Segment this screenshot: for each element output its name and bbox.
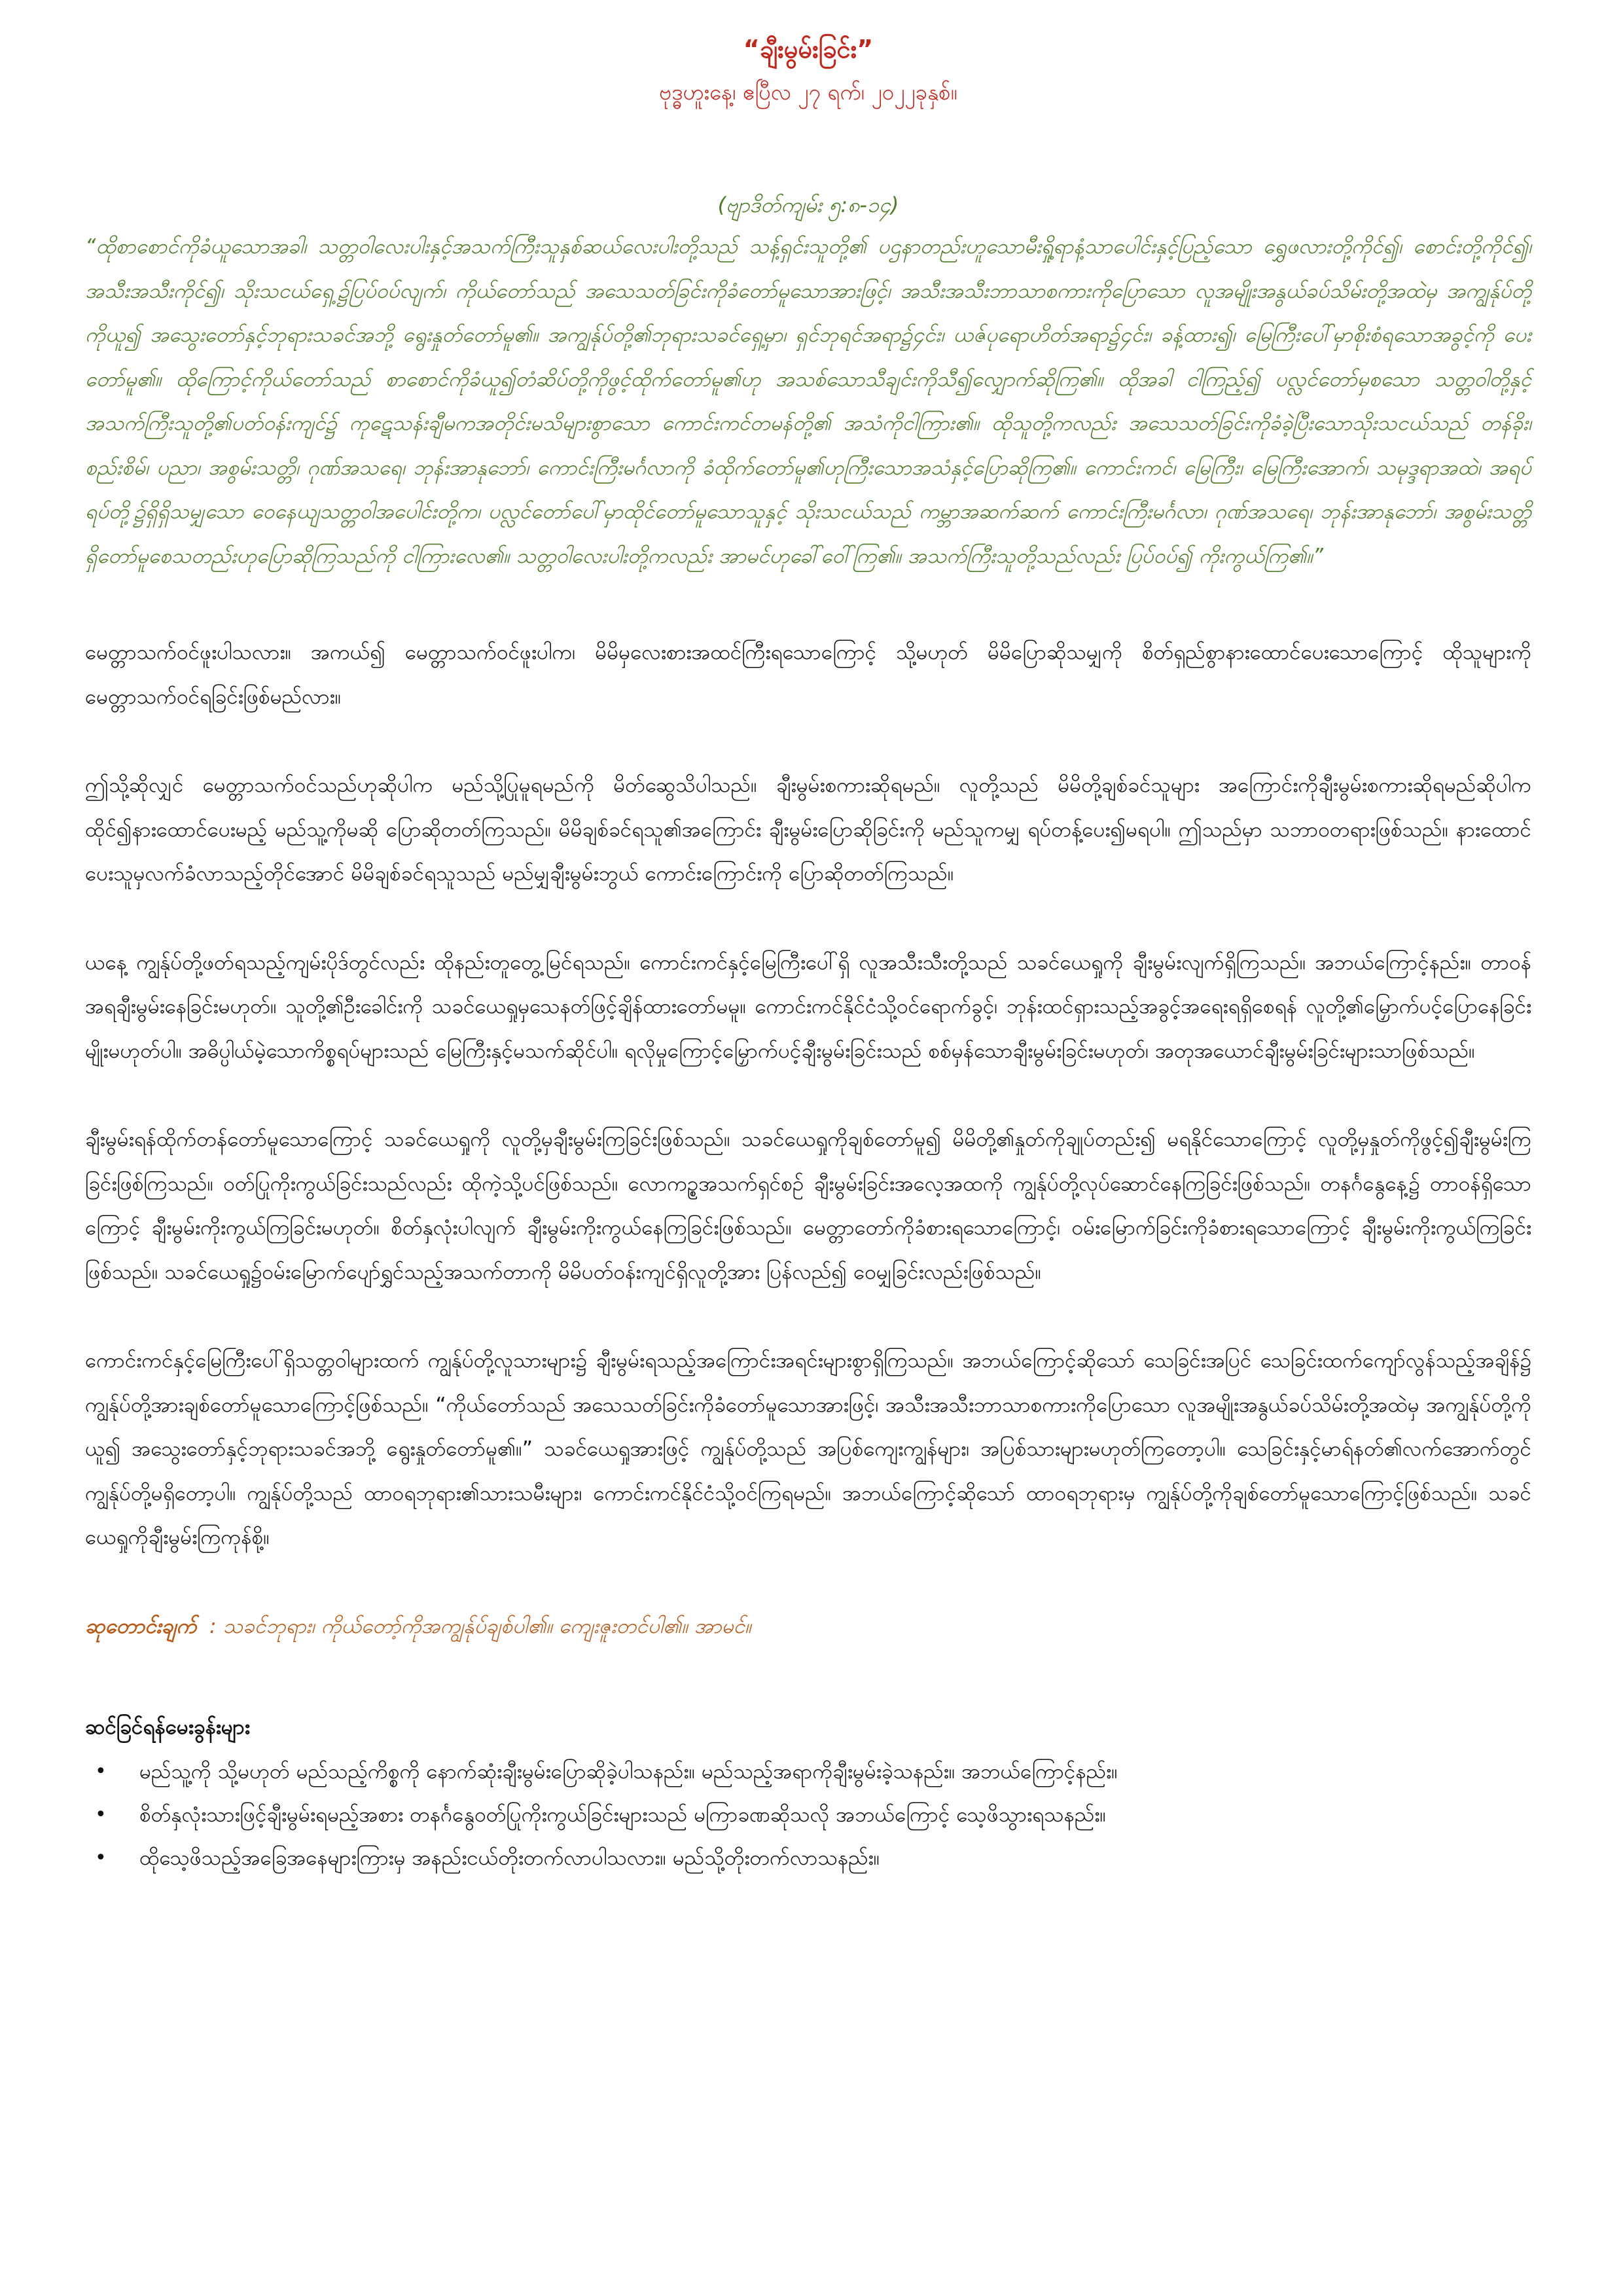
scripture-quote: “ထိုစာစောင်ကိုခံယူသောအခါ၊ သတ္တဝါလေးပါးနှင့်အသက်ကြီးသူနှစ်ဆယ်လေးပါးတို့သည် သန့်ရှင်းသူတို့၏ ပဌနာတည်းဟူသောမီးရှို့ရာနံ့သာပေါင်းနှင့်ပြည့်သော ရွှေဖလားတို့ကိုင်၍၊ စောင်းတို့ကိုင်၍၊ အသီးအသီးကိုင်၍၊ သိုးသငယ်ရှေ့၌ပြပ်ဝပ်လျက်၊ ကိုယ်တော်သည် အသေသတ်ခြင်းကိုခံတော်မူသောအားဖြင့်၊ အသီးအသီးဘာသာစကားကိုပြောသော လူအမျိုးအနွယ်ခပ်သိမ်းတို့အထဲမှ အကျွန်ုပ်တို့ကိုယူ၍ အသွေးတော်နှင့်ဘုရားသခင်အဘို့ ရွေးနှုတ်တော်မူ၏။ အကျွန်ုပ်တို့၏ဘုရားသခင်ရှေ့မှာ၊ ရှင်ဘုရင်အရာ၌၄င်း၊ ယဇ်ပုရောဟိတ်အရာ၌၄င်း၊ ခန့်ထား၍၊ မြေကြီးပေါ်မှာစိုးစံရသောအခွင့်ကို ပေးတော်မူ၏။ ထိုကြောင့်ကိုယ်တော်သည် စာစောင်ကိုခံယူ၍တံဆိပ်တို့ကိုဖွင့်ထိုက်တော်မူ၏ဟု အသစ်သောသီချင်းကိုသီ၍လျှောက်ဆိုကြ၏။ ထိုအခါ ငါကြည့်၍ ပလ္လင်တော်မှစသော သတ္တဝါတို့နှင့် အသက်ကြီးသူတို့၏ပတ်ဝန်းကျင်၌ ကုဋေသန်းချီမကအတိုင်းမသိများစွာသော ကောင်းကင်တမန်တို့၏ အသံကိုငါကြား၏။ ထိုသူတို့ကလည်း အသေသတ်ခြင်းကိုခံခဲ့ပြီးသောသိုးသငယ်သည် တန်ခိုး၊ စည်းစိမ်၊ ပညာ၊ အစွမ်းသတ္တိ၊ ဂုဏ်အသရေ၊ ဘုန်းအာနုဘော်၊ ကောင်းကြီးမင်္ဂလာကို ခံထိုက်တော်မူ၏ဟုကြီးသောအသံနှင့်ပြောဆိုကြ၏။ ကောင်းကင်၊ မြေကြီး၊ မြေကြီးအောက်၊ သမုဒ္ဒရာအထဲ၊ အရပ်ရပ်တို့၌ရှိရှိသမျှသော ဝေနေယျသတ္တဝါအပေါင်းတို့က၊ ပလ္လင်တော်ပေါ်မှာထိုင်တော်မူသောသူနှင့် သိုးသငယ်သည် ကမ္ဘာအဆက်ဆက် ကောင်းကြီးမင်္ဂလာ၊ ဂုဏ်အသရေ၊ ဘုန်းအာနုဘော်၊ အစွမ်းသတ္တိရှိတော်မူစေသတည်းဟုပြောဆိုကြသည်ကို ငါကြားလေ၏။ သတ္တဝါလေးပါးတို့ကလည်း အာမင်ဟုခေါ်ဝေါ်ကြ၏။ အသက်ကြီးသူတို့သည်လည်း ပြပ်ဝပ်၍ ကိုးကွယ်ကြ၏။” xyxy=(85,235,1531,568)
questions-heading: ဆင်ခြင်ရန်မေးခွန်းများ xyxy=(85,1715,250,1739)
body-paragraph-2: ဤသို့ဆိုလျှင် မေတ္တာသက်ဝင်သည်ဟုဆိုပါက မည်သို့ပြုမူရမည်ကို မိတ်ဆွေသိပါသည်။ ချီးမွမ်းစကားဆိုရမည်။ လူတို့သည် မိမိတို့ချစ်ခင်သူများ အကြောင်းကိုချီးမွမ်းစကားဆိုရမည်ဆိုပါက ထိုင်၍နားထောင်ပေးမည့် မည်သူ့ကိုမဆို ပြောဆိုတတ်ကြသည်။ မိမိချစ်ခင်ရသူ၏အကြောင်း ချီးမွမ်းပြောဆိုခြင်းကို မည်သူကမျှ ရပ်တန့်ပေး၍မရပါ။ ဤသည်မှာ သဘာဝတရားဖြစ်သည်။ နားထောင်ပေးသူမှလက်ခံလာသည့်တိုင်အောင် မိမိချစ်ခင်ရသူသည် မည်မျှချီးမွမ်းဘွယ် ကောင်းကြောင်းကို ပြောဆိုတတ်ကြသည်။ xyxy=(85,774,1531,886)
prayer-label: ဆုတောင်းချက် xyxy=(85,1614,197,1638)
body-paragraph-3: ယနေ့ ကျွန်ုပ်တို့ဖတ်ရသည့်ကျမ်းပိုဒ်တွင်လည်း ထိုနည်းတူတွေ့မြင်ရသည်။ ကောင်းကင်နှင့်မြေကြီးပေါ်ရှိ လူအသီးသီးတို့သည် သခင်ယေရှုကို ချီးမွမ်းလျက်ရှိကြသည်။ အဘယ်ကြောင့်နည်း။ တာဝန်အရချီးမွမ်းနေခြင်းမဟုတ်။ သူတို့၏ဦးခေါင်းကို သခင်ယေရှုမှသေနတ်ဖြင့်ချိန်ထားတော်မမူ။ ကောင်းကင်နိုင်ငံသို့ဝင်ရောက်ခွင့်၊ ဘုန်းထင်ရှားသည့်အခွင့်အရေးရရှိစေရန် လူတို့၏မြှောက်ပင့်ပြောနေခြင်းမျိုးမဟုတ်ပါ။ အဓိပ္ပါယ်မဲ့သောကိစ္စရပ်များသည် မြေကြီးနှင့်မသက်ဆိုင်ပါ။ ရလိုမှုကြောင့်မြှောက်ပင့်ချီးမွမ်းခြင်းသည် စစ်မှန်သောချီးမွမ်းခြင်းမဟုတ်၊ အတုအယောင်ချီးမွမ်းခြင်းများသာဖြစ်သည်။ xyxy=(85,950,1531,1063)
question-text: မည်သူ့ကို သို့မဟုတ် မည်သည့်ကိစ္စကို နောက်ဆုံးချီးမွမ်းပြောဆိုခဲ့ပါသနည်း။ မည်သည့်အရာကိုချီးမွမ်းခဲ့သနည်း။ အဘယ်ကြောင့်နည်း။ xyxy=(139,1759,1118,1784)
question-item xyxy=(95,1750,1531,1793)
questions-list xyxy=(85,1750,1531,1880)
prayer-section xyxy=(85,1605,1531,1648)
page-title: “ချီးမွမ်းခြင်း” xyxy=(743,35,874,63)
bullet-icon: • xyxy=(95,1759,107,1783)
body-paragraph-1: မေတ္တာသက်ဝင်ဖူးပါသလား။ အကယ်၍ မေတ္တာသက်ဝင်ဖူးပါက၊ မိမိမှလေးစားအထင်ကြီးရသောကြောင့် သို့မဟုတ် မိမိပြောဆိုသမျှကို စိတ်ရှည်စွာနားထောင်ပေးသောကြောင့် ထိုသူများကို မေတ္တာသက်ဝင်ရခြင်းဖြစ်မည်လား။ xyxy=(85,641,1531,709)
question-text: ထိုသေ့ဖိသည့်အခြေအနေများကြားမှ အနည်းငယ်တိုးတက်လာပါသလား။ မည်သို့တိုးတက်လာသနည်း။ xyxy=(139,1846,880,1870)
page-date: ဗုဒ္ဓဟူးနေ့၊ ဧပြီလ ၂၇ ရက်၊ ၂၀၂၂ခုနှစ်။ xyxy=(659,79,957,105)
prayer-text: : သခင်ဘုရား၊ ကိုယ်တော့်ကိုအကျွန်ုပ်ချစ်ပါ၏။ ကျေးဇူးတင်ပါ၏။ အာမင်။ xyxy=(209,1614,751,1638)
bullet-icon: • xyxy=(95,1846,107,1869)
question-text: စိတ်နှလုံးသားဖြင့်ချီးမွမ်းရမည့်အစား တနင်္ဂနွေဝတ်ပြုကိုးကွယ်ခြင်းများသည် မကြာခဏဆိုသလို အဘယ်ကြောင့် သေ့ဖိသွားရသနည်း။ xyxy=(139,1803,1106,1827)
reflection-questions xyxy=(85,1707,1531,1880)
body-paragraph-5: ကောင်းကင်နှင့်မြေကြီးပေါ်ရှိသတ္တဝါများထက် ကျွန်ုပ်တို့လူသားများ၌ ချီးမွမ်းရသည့်အကြောင်းအရင်းများစွာရှိကြသည်။ အဘယ်ကြောင့်ဆိုသော် သေခြင်းအပြင် သေခြင်းထက်ကျော်လွန်သည့်အချိန်၌ ကျွန်ုပ်တို့အားချစ်တော်မူသောကြောင့်ဖြစ်သည်။ “ကိုယ်တော်သည် အသေသတ်ခြင်းကိုခံတော်မူသောအားဖြင့်၊ အသီးအသီးဘာသာစကားကိုပြောသော လူအမျိုးအနွယ်ခပ်သိမ်းတို့အထဲမှ အကျွန်ုပ်တို့ကိုယူ၍ အသွေးတော်နှင့်ဘုရားသခင်အဘို့ ရွေးနှုတ်တော်မူ၏။” သခင်ယေရှုအားဖြင့် ကျွန်ုပ်တို့သည် အပြစ်ကျေးကျွန်များ၊ အပြစ်သားများမဟုတ်ကြတော့ပါ။ သေခြင်းနှင့်မာရ်နတ်၏လက်အောက်တွင် ကျွန်ုပ်တို့မရှိတော့ပါ။ ကျွန်ုပ်တို့သည် ထာဝရဘုရား၏သားသမီးများ၊ ကောင်းကင်နိုင်ငံသို့ဝင်ကြရမည်။ အဘယ်ကြောင့်ဆိုသော် ထာဝရဘုရားမှ ကျွန်ုပ်တို့ကိုချစ်တော်မူသောကြောင့်ဖြစ်သည်။ သခင်ယေရှုကိုချီးမွမ်းကြကုန်စို့။ xyxy=(85,1349,1531,1549)
body-paragraph-4: ချီးမွမ်းရန်ထိုက်တန်တော်မူသောကြောင့် သခင်ယေရှုကို လူတို့မှချီးမွမ်းကြခြင်းဖြစ်သည်။ သခင်ယေရှုကိုချစ်တော်မူ၍ မိမိတို့၏နှုတ်ကိုချုပ်တည်း၍ မရနိုင်သောကြောင့် လူတို့မှနှုတ်ကိုဖွင့်၍ချီးမွမ်းကြခြင်းဖြစ်ကြသည်။ ဝတ်ပြုကိုးကွယ်ခြင်းသည်လည်း ထိုကဲ့သို့ပင်ဖြစ်သည်။ လောကဥ္စအသက်ရှင်စဉ် ချီးမွမ်းခြင်းအလေ့အထကို ကျွန်ုပ်တို့လုပ်ဆောင်နေကြခြင်းဖြစ်သည်။ တနင်္ဂနွေနေ့၌ တာဝန်ရှိသောကြောင့် ချီးမွမ်းကိုးကွယ်ကြခြင်းမဟုတ်။ စိတ်နှလုံးပါလျက် ချီးမွမ်းကိုးကွယ်နေကြခြင်းဖြစ်သည်။ မေတ္တာတော်ကိုခံစားရသောကြောင့်၊ ဝမ်းမြောက်ခြင်းကိုခံစားရသောကြောင့် ချီးမွမ်းကိုးကွယ်ကြခြင်းဖြစ်သည်။ သခင်ယေရှု၌ဝမ်းမြောက်ပျော်ရွှင်သည့်အသက်တာကို မိမိပတ်ဝန်းကျင်ရှိလူတို့အား ပြန်လည်၍ ဝေမျှခြင်းလည်းဖြစ်သည်။ xyxy=(85,1128,1531,1284)
question-item xyxy=(95,1837,1531,1880)
bullet-icon: • xyxy=(95,1803,107,1826)
question-item xyxy=(95,1793,1531,1837)
devotional-page xyxy=(85,26,1531,1880)
scripture-reference: (ဗျာဒိတ်ကျမ်း ၅:၈-၁၄) xyxy=(717,192,899,217)
